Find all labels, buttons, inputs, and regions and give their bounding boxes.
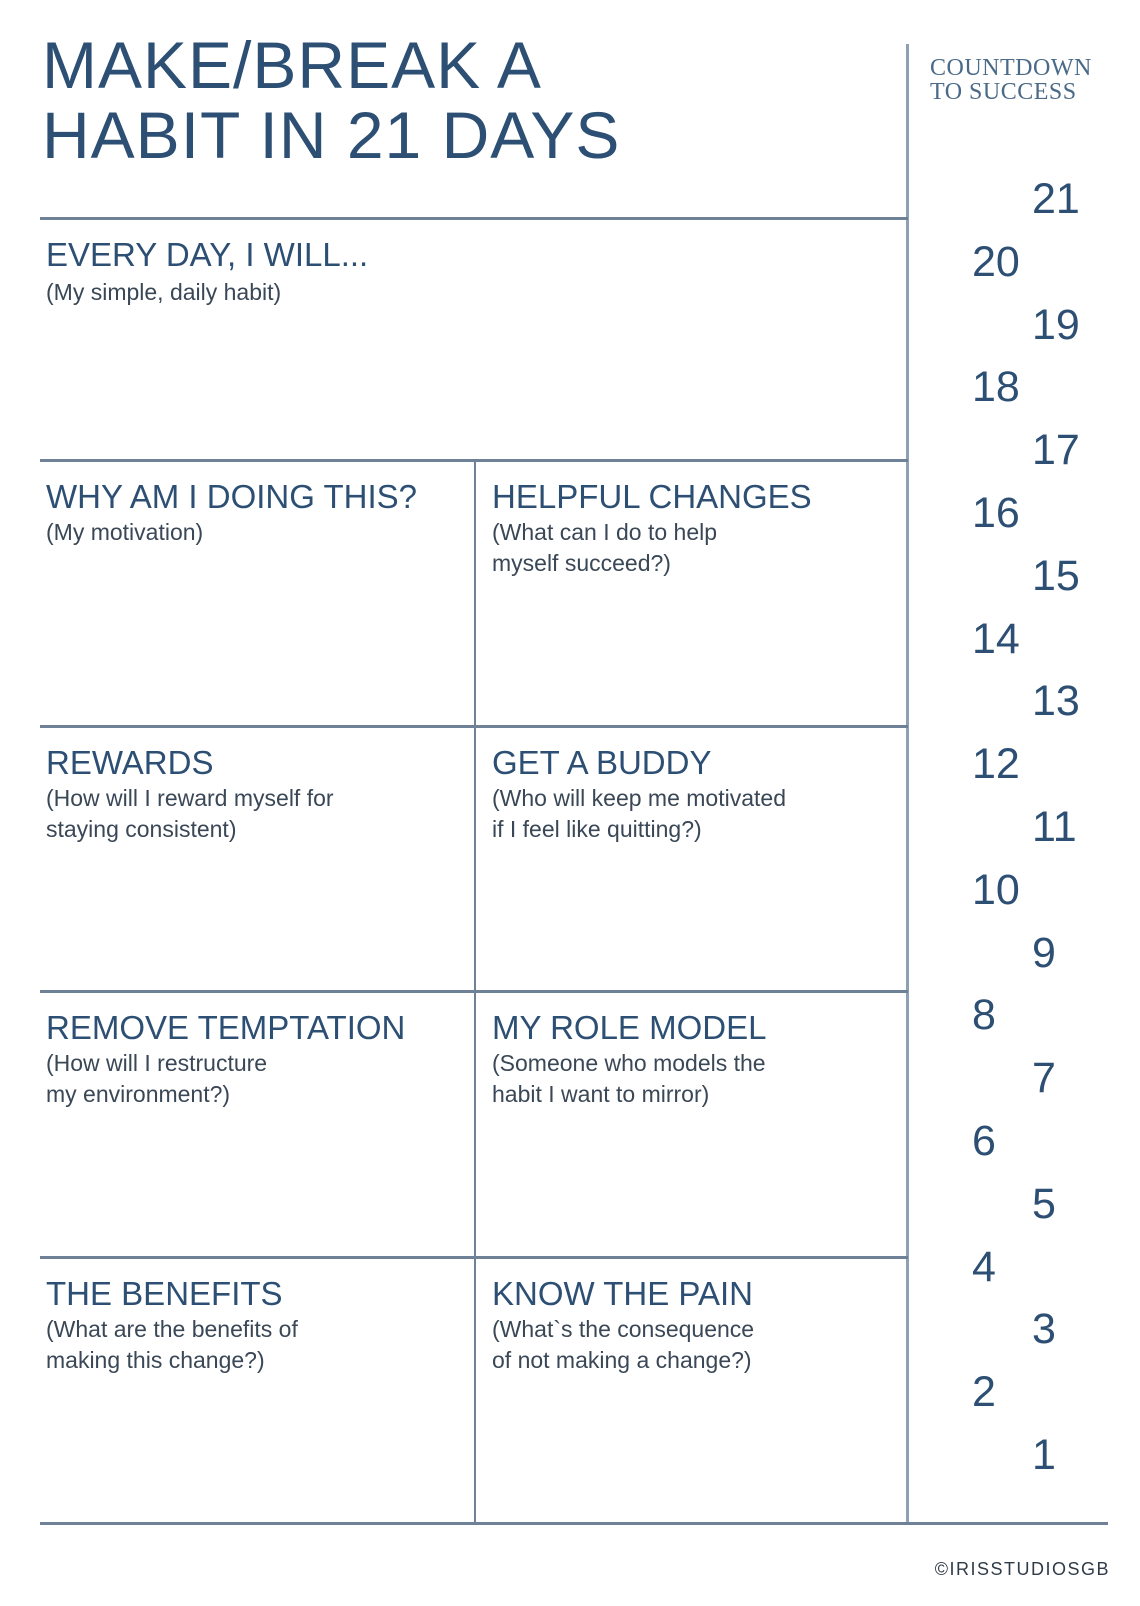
countdown-day: 3 bbox=[1032, 1305, 1056, 1353]
countdown-day: 18 bbox=[972, 363, 1020, 411]
countdown-day: 21 bbox=[1032, 175, 1080, 223]
remove-temptation-heading: REMOVE TEMPTATION bbox=[46, 1009, 406, 1046]
page-title bbox=[42, 30, 862, 170]
countdown-day: 6 bbox=[972, 1117, 996, 1165]
countdown-day: 12 bbox=[972, 740, 1020, 788]
countdown-day: 9 bbox=[1032, 929, 1056, 977]
every-day-heading: EVERY DAY, I WILL... bbox=[46, 236, 369, 273]
countdown-day: 5 bbox=[1032, 1180, 1056, 1228]
countdown-day: 14 bbox=[972, 615, 1020, 663]
countdown-day: 20 bbox=[972, 238, 1020, 286]
countdown-day: 16 bbox=[972, 489, 1020, 537]
rewards-heading: REWARDS bbox=[46, 744, 214, 781]
helpful-changes-subtitle: (What can I do to help myself succeed?) bbox=[492, 519, 718, 576]
column-divider bbox=[474, 460, 476, 1523]
divider-under-title bbox=[40, 217, 908, 220]
countdown-day: 15 bbox=[1032, 552, 1080, 600]
role-model-subtitle: (Someone who models the habit I want to mirror) bbox=[492, 1050, 766, 1107]
helpful-changes-heading: HELPFUL CHANGES bbox=[492, 478, 812, 515]
countdown-day: 8 bbox=[972, 991, 996, 1039]
countdown-day: 2 bbox=[972, 1368, 996, 1416]
why-subtitle: (My motivation) bbox=[46, 519, 204, 545]
countdown-day: 17 bbox=[1032, 426, 1080, 474]
every-day-subtitle: (My simple, daily habit) bbox=[46, 279, 282, 305]
title-line-2: HABIT IN 21 DAYS bbox=[42, 98, 621, 172]
remove-temptation-subtitle: (How will I restructure my environment?) bbox=[46, 1050, 268, 1107]
role-model-heading: MY ROLE MODEL bbox=[492, 1009, 767, 1046]
countdown-day: 19 bbox=[1032, 301, 1080, 349]
countdown-day: 1 bbox=[1032, 1431, 1056, 1479]
know-the-pain-subtitle: (What`s the consequence of not making a change?) bbox=[492, 1316, 755, 1373]
countdown-day: 10 bbox=[972, 866, 1020, 914]
countdown-day: 13 bbox=[1032, 677, 1080, 725]
benefits-subtitle: (What are the benefits of making this change?) bbox=[46, 1316, 298, 1373]
countdown-divider bbox=[906, 44, 909, 1524]
benefits-heading: THE BENEFITS bbox=[46, 1275, 283, 1312]
copyright-text: ©IRISSTUDIOSGB bbox=[934, 1559, 1110, 1579]
divider-bottom bbox=[40, 1522, 1108, 1525]
countdown-heading: COUNTDOWN TO SUCCESS bbox=[930, 55, 1092, 105]
countdown-day: 4 bbox=[972, 1243, 996, 1291]
rewards-subtitle: (How will I reward myself for staying consistent) bbox=[46, 785, 334, 842]
countdown-day: 7 bbox=[1032, 1054, 1056, 1102]
why-heading: WHY AM I DOING THIS? bbox=[46, 478, 418, 515]
get-a-buddy-heading: GET A BUDDY bbox=[492, 744, 712, 781]
know-the-pain-heading: KNOW THE PAIN bbox=[492, 1275, 753, 1312]
countdown-day: 11 bbox=[1032, 803, 1077, 851]
get-a-buddy-subtitle: (Who will keep me motivated if I feel like quitting?) bbox=[492, 785, 786, 842]
title-line-1: MAKE/BREAK A bbox=[42, 28, 542, 102]
